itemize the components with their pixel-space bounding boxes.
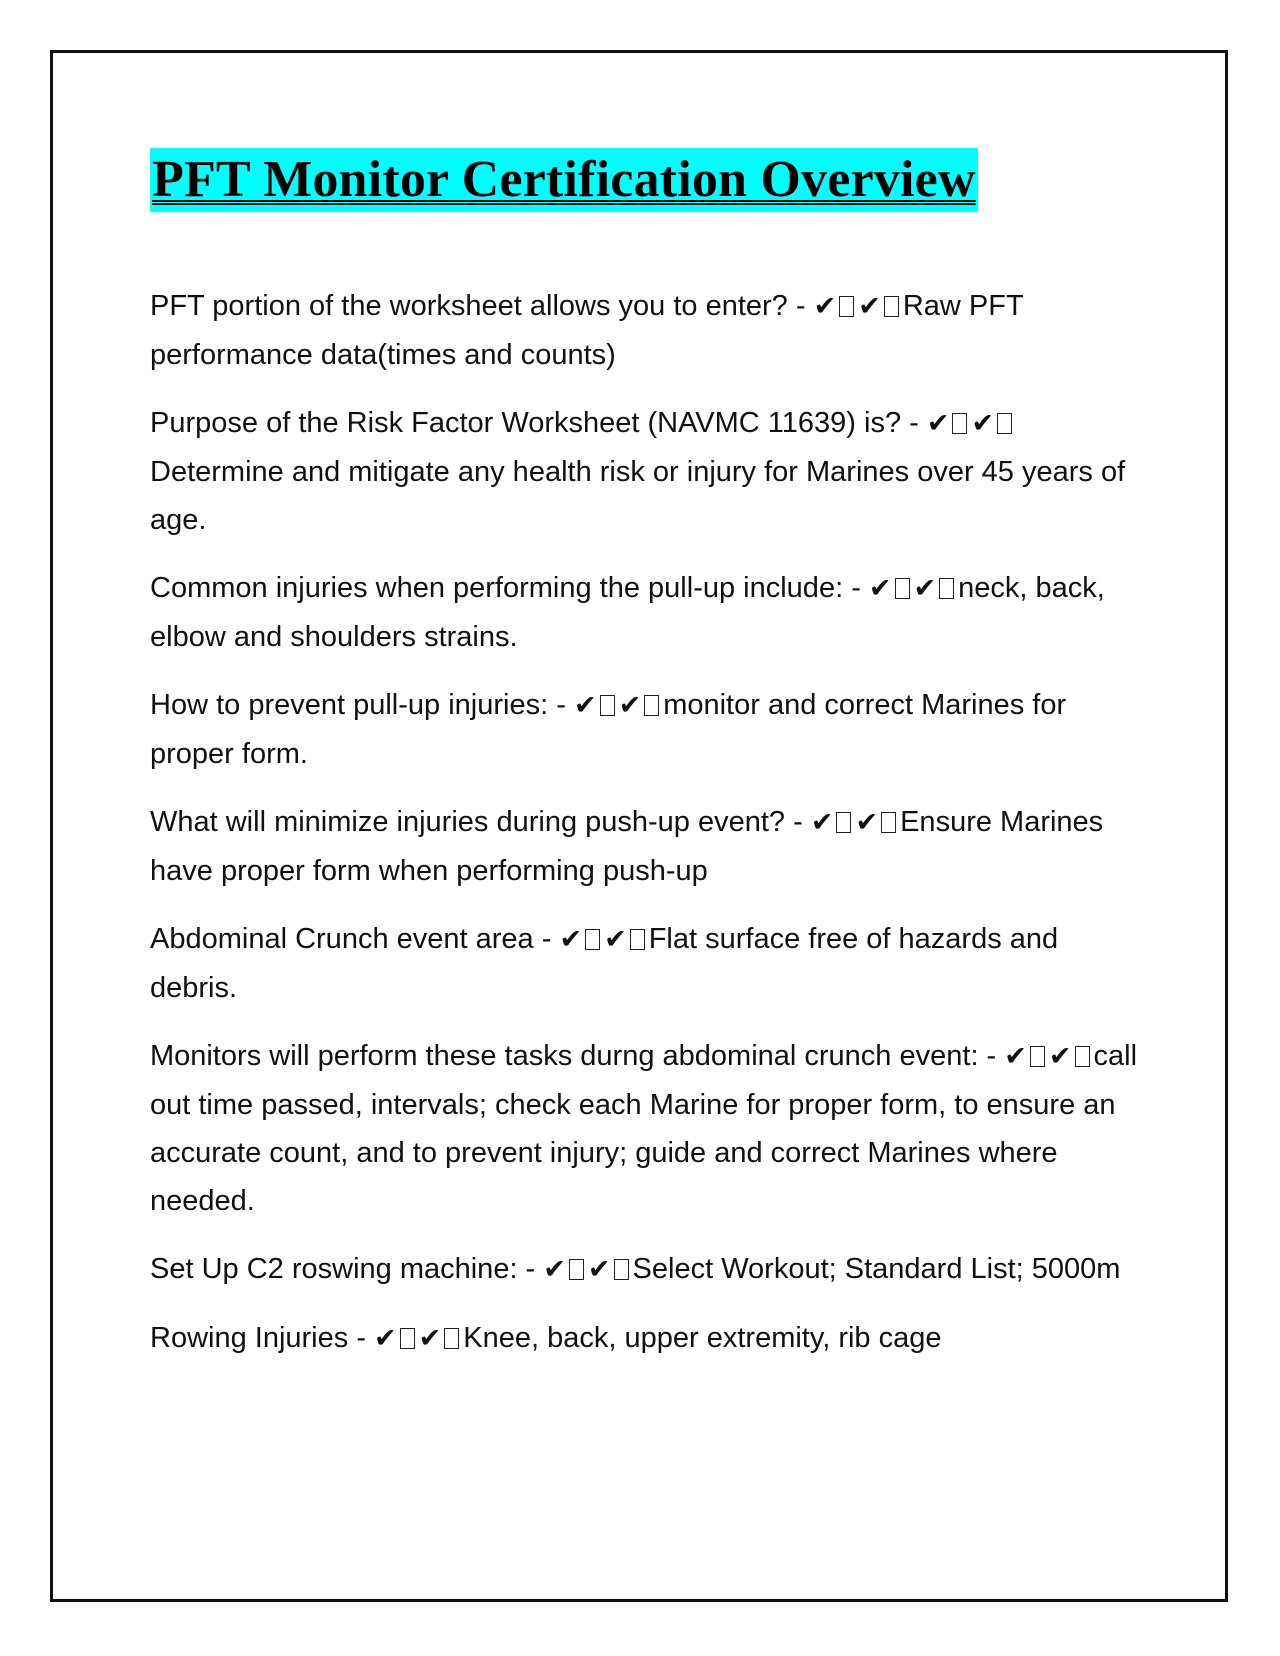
answer-text: call out time passed, intervals; check each Marine for proper form, to ensure an accurate count, and to prevent injury; guide and correct Marines where needed. xyxy=(150,1040,1138,1217)
qa-item xyxy=(150,1032,1140,1225)
check-icon: ✔ xyxy=(810,807,834,838)
qa-item xyxy=(150,564,1140,661)
check-icon: ✔ xyxy=(913,573,937,604)
box-icon xyxy=(952,413,967,434)
box-icon xyxy=(836,812,851,833)
box-icon xyxy=(585,929,600,950)
check-icon: ✔ xyxy=(587,1254,611,1285)
question-text: Monitors will perform these tasks durng abdominal crunch event: xyxy=(150,1040,979,1072)
check-icon: ✔ xyxy=(543,1254,566,1285)
box-icon xyxy=(569,1259,584,1280)
check-icon: ✔ xyxy=(559,924,583,955)
answer-text: Select Workout; Standard List; 5000m xyxy=(632,1253,1121,1285)
separator: - xyxy=(843,572,869,604)
box-icon xyxy=(444,1328,459,1349)
qa-list xyxy=(150,282,1140,1363)
question-text: Abdominal Crunch event area xyxy=(150,923,534,955)
answer-text: monitor and correct Marines for proper form. xyxy=(150,689,1067,770)
qa-item xyxy=(150,681,1140,778)
question-text: Common injuries when performing the pull-up include: xyxy=(150,572,844,604)
qa-item xyxy=(150,798,1140,895)
question-text: How to prevent pull-up injuries: xyxy=(150,689,549,721)
check-icon: ✔ xyxy=(418,1323,442,1354)
qa-item xyxy=(150,1314,1140,1363)
answer-text: Ensure Marines have proper form when performing push-up xyxy=(150,806,1104,887)
answer-text: Raw PFT performance data(times and counts) xyxy=(150,290,1024,371)
question-text: PFT portion of the worksheet allows you to enter? xyxy=(150,290,788,322)
check-icon: ✔ xyxy=(604,924,627,955)
box-icon xyxy=(839,296,854,317)
document-title: PFT Monitor Certification Overview xyxy=(150,148,978,212)
box-icon xyxy=(644,695,659,716)
document-content xyxy=(150,148,1140,1383)
separator: - xyxy=(785,806,811,838)
box-icon xyxy=(630,929,645,950)
box-icon xyxy=(614,1259,629,1280)
box-icon xyxy=(895,578,910,599)
box-icon xyxy=(884,296,899,317)
separator: - xyxy=(533,923,560,955)
separator: - xyxy=(548,689,574,721)
check-icon: ✔ xyxy=(858,291,881,322)
qa-item xyxy=(150,399,1140,544)
question-text: What will minimize injuries during push-up event? xyxy=(150,806,786,838)
qa-item xyxy=(150,1245,1140,1294)
question-text: Rowing Injuries xyxy=(150,1322,349,1354)
answer-text: Flat surface free of hazards and debris. xyxy=(150,923,1059,1004)
check-icon: ✔ xyxy=(813,291,837,322)
box-icon xyxy=(997,413,1012,434)
check-icon: ✔ xyxy=(1004,1041,1027,1072)
box-icon xyxy=(1030,1046,1045,1067)
check-icon: ✔ xyxy=(855,807,879,838)
check-icon: ✔ xyxy=(1048,1041,1072,1072)
answer-text: Determine and mitigate any health risk or injury for Marines over 45 years of age. xyxy=(150,456,1126,536)
answer-text: Knee, back, upper extremity, rib cage xyxy=(463,1322,942,1354)
separator: - xyxy=(517,1253,544,1285)
check-icon: ✔ xyxy=(868,573,892,604)
box-icon xyxy=(600,695,615,716)
check-icon: ✔ xyxy=(971,408,995,439)
qa-item xyxy=(150,915,1140,1012)
answer-text: neck, back, elbow and shoulders strains. xyxy=(150,572,1105,653)
separator: - xyxy=(348,1322,375,1354)
box-icon xyxy=(1075,1046,1090,1067)
separator: - xyxy=(978,1040,1005,1072)
separator: - xyxy=(787,290,814,322)
box-icon xyxy=(400,1328,415,1349)
question-text: Purpose of the Risk Factor Worksheet (NAVMC 11639) is? xyxy=(150,407,902,439)
check-icon: ✔ xyxy=(926,408,950,439)
qa-item xyxy=(150,282,1140,379)
check-icon: ✔ xyxy=(374,1323,397,1354)
box-icon xyxy=(881,812,896,833)
check-icon: ✔ xyxy=(618,690,642,721)
separator: - xyxy=(901,407,927,439)
check-icon: ✔ xyxy=(573,690,597,721)
box-icon xyxy=(939,578,954,599)
question-text: Set Up C2 roswing machine: xyxy=(150,1253,518,1285)
